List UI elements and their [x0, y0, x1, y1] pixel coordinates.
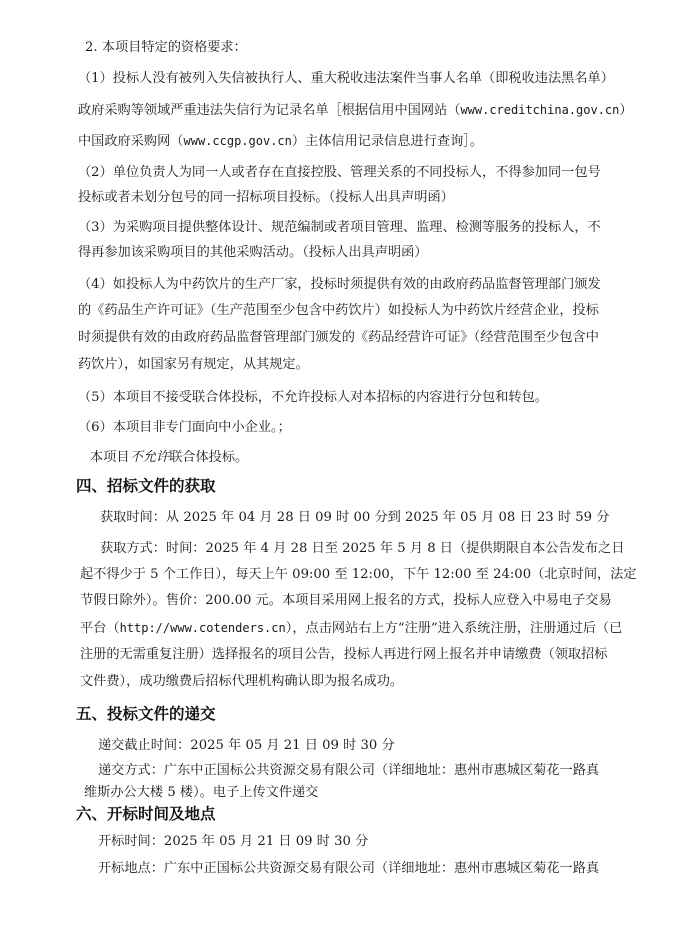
section6-heading: 六、开标时间及地点	[76, 805, 216, 823]
joint-bid-prefix: 本项目	[90, 450, 130, 465]
req4-line1: （4）如投标人为中药饮片的生产厂家，投标时须提供有效的由政府药品监督管理部门颁发	[78, 277, 601, 292]
req2-line2: 投标或者未划分包号的同一招标项目投标。（投标人出具声明函）	[78, 190, 454, 205]
acquire-method-line5: 注册的无需重复注册）选择报名的项目公告，投标人再进行网上报名并申请缴费（领取招标	[80, 647, 608, 662]
platform-prefix: 平台（	[80, 621, 120, 636]
req4-line3: 时须提供有效的由政府药品监督管理部门颁发的《药品经营许可证》（经营范围至少包含中	[78, 330, 599, 345]
req4-line2: 的《药品生产许可证》（生产范围至少包含中药饮片）如投标人为中药饮片经营企业，投标	[78, 303, 599, 318]
req2-line1: （2）单位负责人为同一人或者存在直接控股、管理关系的不同投标人，不得参加同一包号	[78, 165, 601, 180]
req1-line3-end: ）主体信用记录信息进行查询］。	[291, 134, 484, 149]
req4-line4: 药饮片），如国家另有规定，从其规定。	[78, 357, 309, 372]
submit-deadline: 递交截止时间：2025 年 05 月 21 日 09 时 30 分	[98, 738, 395, 753]
req1-line2-end: ）	[619, 103, 633, 118]
acquire-method-line4	[80, 620, 622, 637]
acquire-method-line2: 起不得少于 5 个工作日），每天上午 09:00 至 12:00，下午 12:00 至 24:00（北京时间，法定	[80, 567, 637, 582]
creditchina-url: www.creditchina.gov.cn	[460, 103, 620, 117]
joint-bid-emphasis: 不允许	[129, 450, 170, 465]
req1-line1: （1）投标人没有被列入失信被执行人、重大税收违法案件当事人名单（即税收违法黑名单）	[78, 71, 614, 86]
acquire-method-line1: 获取方式：时间：2025 年 4 月 28 日至 2025 年 5 月 8 日（提供期限自本公告发布之日	[100, 541, 625, 556]
req1-line3	[78, 133, 483, 150]
req6: （6）本项目非专门面向中小企业。；	[78, 420, 291, 435]
joint-bid-suffix: 联合体投标。	[169, 450, 249, 465]
req1-line2-text: 政府采购等领域严重违法失信行为记录名单［根据信用中国网站（	[78, 103, 461, 118]
req1-line2	[78, 102, 633, 119]
req1-line3-text: 中国政府采购网（	[78, 134, 184, 149]
acquire-method-line6: 文件费），成功缴费后招标代理机构确认即为报名成功。	[80, 674, 404, 689]
joint-bid-note	[90, 450, 248, 466]
section5-heading: 五、投标文件的递交	[76, 705, 216, 723]
submit-method-line1: 递交方式：广东中正国标公共资源交易有限公司（详细地址：惠州市惠城区菊花一路真	[98, 763, 600, 778]
req5: （5）本项目不接受联合体投标，不允许投标人对本招标的内容进行分包和转包。	[78, 390, 548, 405]
cotenders-url: http://www.cotenders.cn	[119, 621, 286, 635]
acquire-time: 获取时间：从 2025 年 04 月 28 日 09 时 00 分到 2025 年 05 月 08 日 23 时 59 分	[100, 510, 610, 525]
req3-line1: （3）为采购项目提供整体设计、规范编制或者项目管理、监理、检测等服务的投标人，不	[78, 220, 601, 235]
ccgp-url: www.ccgp.gov.cn	[183, 134, 292, 148]
acquire-method-line3: 节假日除外）。售价：200.00 元。本项目采用网上报名的方式，投标人应登入中易电子交易	[80, 593, 612, 608]
opening-place-line1: 开标地点：广东中正国标公共资源交易有限公司（详细地址：惠州市惠城区菊花一路真	[98, 861, 600, 876]
req3-line2: 得再参加该采购项目的其他采购活动。（投标人出具声明函）	[78, 245, 428, 260]
item2-title: 2. 本项目特定的资格要求：	[85, 40, 247, 55]
platform-suffix: ），点击网站右上方“注册”进入系统注册，注册通过后（已	[285, 621, 623, 636]
opening-time: 开标时间：2025 年 05 月 21 日 09 时 30 分	[98, 834, 369, 849]
submit-method-line2: 维斯办公大楼 5 楼）。电子上传文件递交	[84, 785, 319, 800]
section4-heading: 四、招标文件的获取	[76, 477, 216, 495]
